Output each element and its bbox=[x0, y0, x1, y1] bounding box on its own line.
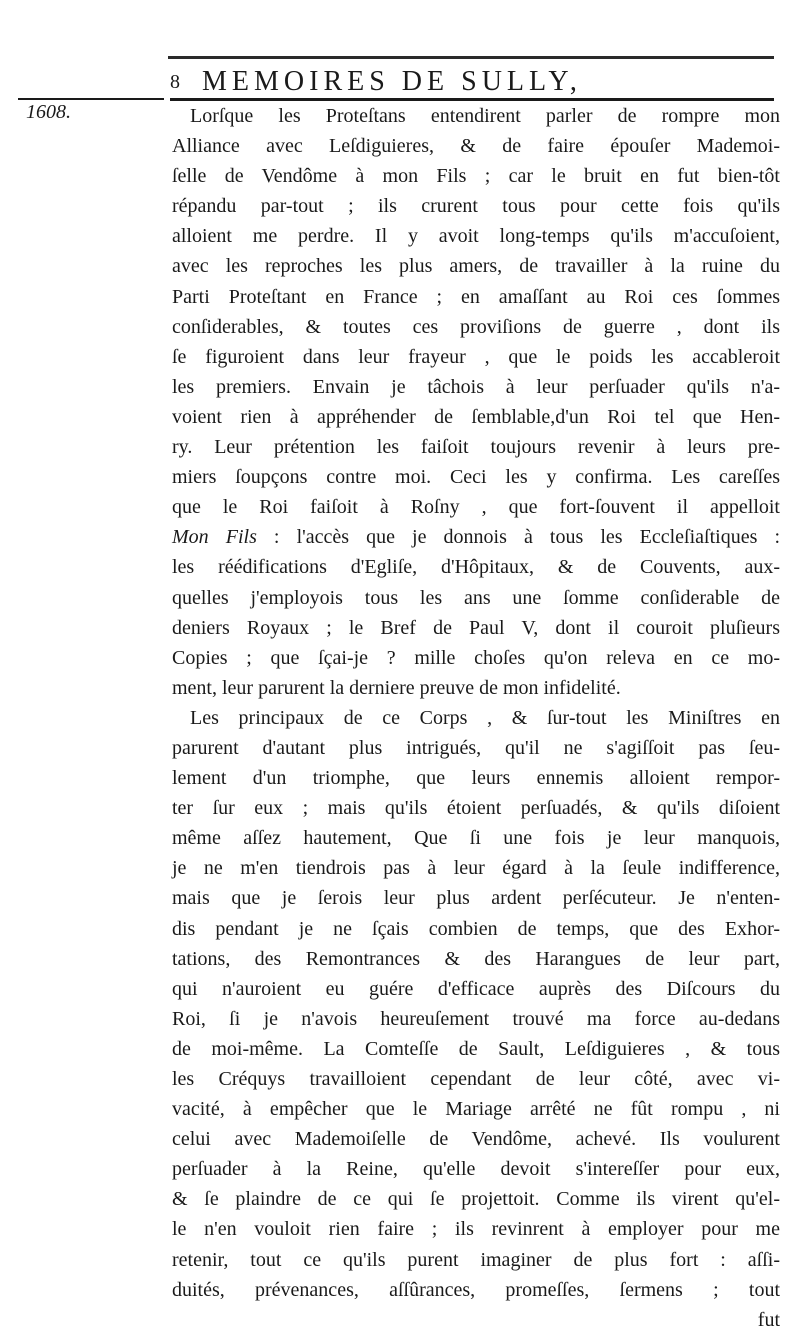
text-line: même aſſez hautement, Que ſi une fois je leur manquois, bbox=[172, 827, 780, 850]
text-line: Roi, ſi je n'avois heureuſement trouvé ma force au-dedans bbox=[172, 1007, 780, 1030]
text-line: mais que je ſerois leur plus ardent perſécuteur. Je n'enten- bbox=[172, 887, 780, 910]
text-line: conſiderables, & toutes ces proviſions de guerre , dont ils bbox=[172, 315, 780, 338]
text-line: tations, des Remontrances & des Harangues de leur part, bbox=[172, 947, 780, 970]
text-line: Copies ; que ſçai-je ? mille choſes qu'on releva en ce mo- bbox=[172, 646, 780, 669]
text-line: les réédifications d'Egliſe, d'Hôpitaux, & de Couvents, aux- bbox=[172, 556, 780, 579]
text-line: ment, leur parurent la derniere preuve de mon infidelité. bbox=[172, 676, 621, 699]
text-line: ry. Leur prétention les faiſoit toujours revenir à leurs pre- bbox=[172, 436, 780, 459]
text-line: répandu par-tout ; ils crurent tous pour cette fois qu'ils bbox=[172, 195, 780, 218]
text-line: les Créquys travailloient cependant de leur côté, avec vi- bbox=[172, 1068, 780, 1090]
text-line: deniers Royaux ; le Bref de Paul V, dont il couroit pluſieurs bbox=[172, 616, 780, 639]
text-line: le n'en vouloit rien faire ; ils revinrent à employer pour me bbox=[172, 1218, 780, 1241]
text-line: avec les reproches les plus amers, de travailler à la ruine du bbox=[172, 255, 780, 278]
text-line: les premiers. Envain je tâchois à leur perſuader qu'ils n'a- bbox=[172, 375, 780, 398]
text-line: vacité, à empêcher que le Mariage arrêté ne fût rompu , ni bbox=[172, 1098, 780, 1121]
text-line: alloient me perdre. Il y avoit long-temps qu'ils m'accuſoient, bbox=[172, 225, 780, 248]
margin-rule bbox=[18, 98, 164, 100]
text-line: de moi-même. La Comteſſe de Sault, Leſdiguieres , & tous bbox=[172, 1037, 780, 1060]
text-line: duités, prévenances, aſſûrances, promeſſes, ſermens ; tout bbox=[172, 1278, 780, 1301]
body-text bbox=[172, 101, 780, 1335]
catchword: fut bbox=[757, 1308, 780, 1331]
text-line: miers ſoupçons contre moi. Ceci les y confirma. Les careſſes bbox=[172, 466, 780, 489]
text-line: & ſe plaindre de ce qui ſe projettoit. Comme ils virent qu'el- bbox=[172, 1188, 780, 1211]
text-line: Alliance avec Leſdiguieres, & de faire épouſer Mademoi- bbox=[172, 135, 780, 158]
page-header bbox=[170, 62, 770, 102]
text-line: ſe figuroient dans leur frayeur , que le poids les accableroit bbox=[172, 345, 780, 368]
text-line: Lorſque les Proteſtans entendirent parler de rompre mon bbox=[190, 105, 780, 127]
text-line: je ne m'en tiendrois pas à leur égard à la ſeule indifference, bbox=[172, 857, 780, 880]
text-line: retenir, tout ce qu'ils purent imaginer de plus fort : aſſi- bbox=[172, 1248, 780, 1271]
text-line: Parti Proteſtant en France ; en amaſſant au Roi ces ſommes bbox=[172, 285, 780, 308]
text-line: qui n'auroient eu guére d'efficace auprès des Diſcours du bbox=[172, 977, 780, 1000]
margin-date: 1608. bbox=[26, 101, 71, 123]
text-line: que le Roi faiſoit à Roſny , que fort-ſouvent il appelloit bbox=[172, 496, 780, 519]
text-line: Les principaux de ce Corps , & ſur-tout les Miniſtres en bbox=[190, 706, 780, 729]
text-line: Mon Fils : l'accès que je donnois à tous les Eccleſiaſtiques : bbox=[172, 526, 780, 549]
text-line: quelles j'employois tous les ans une ſomme conſiderable de bbox=[172, 586, 780, 609]
text-line: dis pendant je ne ſçais combien de temps, que des Exhor- bbox=[172, 917, 780, 940]
text-line: lement d'un triomphe, que leurs ennemis alloient rempor- bbox=[172, 767, 780, 790]
text-line: parurent d'autant plus intrigués, qu'il ne s'agiſſoit pas ſeu- bbox=[172, 736, 780, 759]
text-line: perſuader à la Reine, qu'elle devoit s'intereſſer pour eux, bbox=[172, 1158, 780, 1181]
top-border-rule bbox=[168, 56, 774, 59]
running-head: MEMOIRES DE SULLY, bbox=[202, 66, 582, 97]
page-number: 8 bbox=[170, 70, 180, 93]
text-line: ter ſur eux ; mais qu'ils étoient perſuadés, & qu'ils diſoient bbox=[172, 797, 780, 820]
text-line: voient rien à appréhender de ſemblable,d'un Roi tel que Hen- bbox=[172, 405, 780, 428]
text-line: celui avec Mademoiſelle de Vendôme, achevé. Ils voulurent bbox=[172, 1128, 780, 1151]
text-line: ſelle de Vendôme à mon Fils ; car le bruit en fut bien-tôt bbox=[172, 165, 780, 188]
